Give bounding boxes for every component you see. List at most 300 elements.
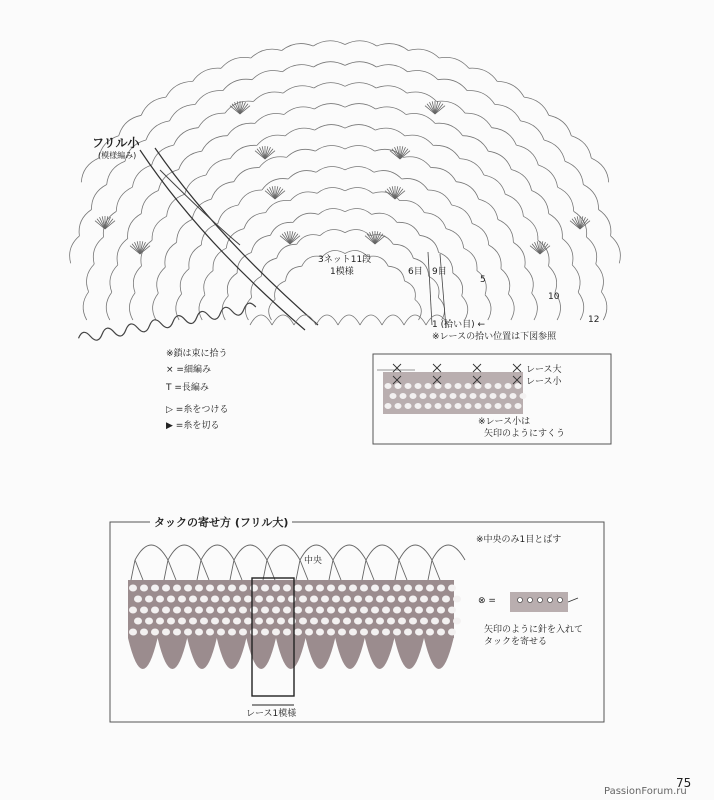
lace-hole [385, 403, 392, 409]
lace-hole [420, 618, 428, 625]
chain-loop [452, 205, 473, 224]
chain-loop [532, 191, 549, 214]
chain-loop [516, 145, 538, 165]
lace-hole [425, 383, 432, 389]
chain-loop [106, 292, 112, 320]
chain-loop [244, 213, 266, 229]
scallop [404, 315, 426, 325]
lace-hole [437, 585, 445, 592]
chain-loop [524, 97, 549, 115]
lace-hole [349, 629, 357, 636]
lace-hole [162, 585, 170, 592]
chain-loop [446, 229, 464, 249]
lace-hole [294, 629, 302, 636]
chain-loop [345, 146, 375, 152]
chain-loop [315, 125, 345, 131]
tie-line [263, 560, 267, 580]
lace-hole [510, 393, 517, 399]
lace-hole [266, 596, 274, 603]
center-label-2: 1模様 [330, 267, 354, 277]
chain-loop [285, 128, 315, 136]
lace-hole [404, 607, 412, 614]
tie-line [399, 560, 407, 580]
lace-hole [145, 618, 153, 625]
dc-label: =長編み [174, 383, 209, 393]
lace-hole [465, 403, 472, 409]
lace-small-label: レース小 [526, 377, 562, 387]
chain-loop [405, 135, 433, 145]
lace-hole [151, 629, 159, 636]
chain-loop [549, 214, 563, 239]
lace-hole [420, 393, 427, 399]
lace-hole [129, 629, 137, 636]
chain-loop [374, 171, 402, 179]
lace-hole [167, 618, 175, 625]
tie-line [135, 560, 143, 580]
lace-hole [515, 403, 522, 409]
chain-loop [284, 107, 314, 115]
chain-loop [287, 149, 316, 157]
chain-loop [376, 86, 407, 93]
chain-loop [407, 92, 437, 102]
chain-loop [91, 185, 106, 210]
lace-hole [360, 607, 368, 614]
chain-loop [372, 213, 397, 222]
lace-scallop [424, 638, 454, 669]
lace-hole [283, 629, 291, 636]
lace-hole [460, 393, 467, 399]
lace-hole [178, 596, 186, 603]
lace-position-note: ※レースの拾い位置は下図参照 [432, 332, 557, 342]
chain-loop [488, 151, 511, 169]
ruffle-squiggle [78, 302, 257, 343]
chain-loop [345, 167, 374, 173]
legend-note: ※鎖は束に拾う [166, 349, 228, 359]
lace-hole [156, 618, 164, 625]
chain-loop [562, 239, 573, 265]
symbol-equals: ⊗ = [478, 596, 496, 606]
chain-loop [318, 208, 345, 214]
lace-hole [134, 596, 142, 603]
lace-hole [387, 596, 395, 603]
row-12-label: 12 [588, 315, 600, 325]
chain-loop [119, 115, 142, 135]
lace-hole [485, 403, 492, 409]
chain-loop [498, 220, 514, 243]
lace-hole [239, 629, 247, 636]
lace-hole [266, 618, 274, 625]
tuck-point [518, 598, 523, 603]
chain-loop [282, 44, 314, 51]
lace-hole [393, 585, 401, 592]
tie-line [362, 560, 366, 580]
lace-hole [338, 607, 346, 614]
chain-loop [438, 79, 467, 90]
chain-loop [345, 41, 377, 46]
chain-loop [288, 171, 316, 179]
chain-loop [83, 292, 88, 320]
chain-loop [571, 136, 591, 158]
chain-loop [388, 266, 404, 281]
chain-loop [456, 182, 479, 199]
chain-loop [266, 200, 291, 212]
lace-scallop [306, 638, 336, 669]
lace-hole [455, 383, 462, 389]
lace-hole [294, 607, 302, 614]
center-label-1: 3ネット11段 [318, 255, 372, 265]
lace-hole [440, 393, 447, 399]
chain-loop [253, 92, 283, 102]
lace-hole [442, 596, 450, 603]
lace-hole [184, 629, 192, 636]
lace-hole [222, 618, 230, 625]
lace-hole [321, 596, 329, 603]
lace-hole [430, 393, 437, 399]
chain-loop [345, 62, 377, 67]
lace-hole [316, 585, 324, 592]
chain-loop [152, 216, 167, 240]
lace-hole [437, 607, 445, 614]
lace-hole [184, 585, 192, 592]
chain-loop [549, 115, 572, 135]
chain-loop [465, 113, 492, 128]
chain-loop [313, 41, 345, 46]
legend-cut [166, 418, 219, 431]
inset-note-2: 矢印のようにすくう [484, 429, 566, 439]
lace-hole [415, 629, 423, 636]
chain-loop [133, 266, 141, 293]
chain-loop [472, 224, 489, 246]
lace-hole [255, 618, 263, 625]
legend-dc [166, 380, 209, 393]
chain-loop [290, 192, 317, 201]
chain-loop [87, 264, 95, 292]
lace-hole [140, 629, 148, 636]
lace-hole [343, 618, 351, 625]
chain-loop [393, 244, 413, 258]
lace-scallop [128, 638, 158, 669]
lace-hole [400, 393, 407, 399]
lace-hole [288, 618, 296, 625]
chain-loop [180, 269, 189, 294]
chain-loop [497, 81, 524, 97]
lace-hole [376, 618, 384, 625]
chain-loop [174, 128, 199, 145]
lace-hole [250, 607, 258, 614]
chain-loop [424, 213, 446, 229]
chain-loop [345, 104, 376, 109]
chain-loop [297, 235, 320, 245]
chain-loop [460, 159, 484, 175]
lace-hole [145, 596, 153, 603]
chain-loop [572, 265, 580, 292]
lace-hole [173, 629, 181, 636]
chain-loop [511, 170, 531, 191]
tie-line [201, 560, 209, 580]
lace-hole [338, 629, 346, 636]
needle-note-1: 矢印のように針を入れて [484, 625, 584, 635]
lace-hole [415, 403, 422, 409]
lace-hole [371, 585, 379, 592]
lace-hole [415, 585, 423, 592]
lace-hole [360, 585, 368, 592]
tie-line [428, 560, 432, 580]
chain-loop [251, 276, 261, 297]
lace-hole [294, 585, 302, 592]
lace-hole [327, 585, 335, 592]
chain-loop [157, 267, 166, 293]
lace-hole [360, 629, 368, 636]
lace-hole [332, 618, 340, 625]
chain-loop [492, 128, 517, 145]
chain-loop [227, 123, 255, 136]
chain-loop [146, 121, 170, 140]
chain-loop [251, 235, 270, 252]
chain-loop [166, 81, 193, 97]
lace-hole [505, 383, 512, 389]
lace-hole [261, 607, 269, 614]
tie-line [329, 560, 333, 580]
lace-hole [349, 607, 357, 614]
chain-loop [435, 123, 463, 136]
lace-hole [173, 585, 181, 592]
chain-loop [489, 245, 501, 269]
lace-hole [453, 596, 461, 603]
chain-loop [117, 239, 128, 265]
lace-hole [404, 585, 412, 592]
lace-hole [283, 585, 291, 592]
row-6-label: 6目 [408, 267, 423, 277]
chain-loop [223, 79, 252, 90]
chain-loop [433, 145, 460, 158]
chain-loop [464, 248, 477, 270]
lace-hole [505, 403, 512, 409]
lace-hole [448, 629, 456, 636]
lace-hole [217, 629, 225, 636]
chain-loop [261, 258, 276, 276]
lace-hole [387, 618, 395, 625]
lace-hole [500, 393, 507, 399]
chain-arch [399, 545, 432, 560]
lace-hole [250, 629, 258, 636]
lace-hole [382, 585, 390, 592]
lace-hole [409, 618, 417, 625]
lace-hole [431, 618, 439, 625]
lace-hole [354, 618, 362, 625]
chain-loop [508, 294, 514, 320]
lace-hole [261, 629, 269, 636]
chain-loop [565, 161, 583, 184]
lace-hole [233, 596, 241, 603]
scallop [338, 315, 360, 325]
lace-hole [490, 393, 497, 399]
chain-loop [405, 281, 416, 300]
chain-loop [431, 168, 456, 182]
lace-hole [393, 607, 401, 614]
chain-loop [408, 71, 438, 80]
legend-sc [166, 362, 211, 375]
lace-hole [250, 585, 258, 592]
chain-loop [316, 167, 345, 173]
lace-scallop [246, 638, 276, 669]
lace-scallop [158, 638, 188, 669]
chain-loop [549, 266, 557, 293]
lace-hole [162, 629, 170, 636]
lace-hole [385, 383, 392, 389]
chain-loop [70, 236, 80, 263]
lace-hole [354, 596, 362, 603]
chain-loop [469, 68, 497, 81]
frill-small-subtitle: (模様編み) [98, 151, 137, 160]
chain-loop [189, 245, 201, 269]
lace-hole [415, 607, 423, 614]
lace-hole [437, 629, 445, 636]
lace-hole [431, 596, 439, 603]
lace-hole [151, 585, 159, 592]
chain-loop [377, 44, 409, 51]
chain-loop [406, 114, 435, 124]
lace-hole [405, 383, 412, 389]
lace-hole [395, 403, 402, 409]
tie-line [197, 560, 201, 580]
chain-loop [402, 179, 428, 190]
chain-loop [345, 208, 372, 214]
tie-line [131, 560, 135, 580]
sc-label: =細編み [176, 365, 211, 375]
lace-hole [495, 403, 502, 409]
join-label: =糸をつける [175, 405, 229, 415]
lace-hole [217, 607, 225, 614]
chain-loop [479, 199, 498, 219]
chain-loop [345, 83, 376, 88]
lace-hole [195, 629, 203, 636]
repeat-label: レース1模様 [246, 709, 297, 719]
chain-loop [211, 182, 234, 199]
chain-loop [129, 293, 135, 320]
chain-loop [204, 271, 213, 295]
lace-hole [261, 585, 269, 592]
chain-loop [238, 190, 262, 205]
lace-hole [228, 607, 236, 614]
chain-loop [314, 104, 345, 109]
lace-hole [272, 607, 280, 614]
tie-line [164, 560, 168, 580]
watermark: PassionForum.ru [604, 786, 687, 797]
lace-hole [305, 585, 313, 592]
chain-loop [428, 190, 452, 205]
lace-hole [277, 596, 285, 603]
scallop [360, 315, 382, 325]
start-note: 1 (拾い目) ← [432, 320, 486, 330]
chain-loop [532, 293, 538, 320]
tie-line [168, 560, 176, 580]
chain-loop [397, 222, 420, 235]
chain-arch [135, 545, 168, 560]
lace-hole [129, 607, 137, 614]
lace-hole [134, 618, 142, 625]
cut-label: =糸を切る [175, 421, 220, 431]
lace-hole [178, 618, 186, 625]
lace-scallop [276, 638, 306, 669]
chain-loop [116, 187, 132, 211]
cut-yarn-icon: ▶ [166, 421, 173, 431]
chain-loop [234, 168, 259, 182]
needle-note-2: タックを寄せる [484, 637, 548, 647]
lace-hole [365, 618, 373, 625]
lace-hole [450, 393, 457, 399]
lace-hole [398, 618, 406, 625]
scallop [272, 315, 294, 325]
lace-hole [140, 585, 148, 592]
lace-hole [404, 629, 412, 636]
chain-arch [366, 545, 399, 560]
chain-loop [195, 91, 223, 105]
chain-loop [170, 104, 196, 121]
lace-hole [244, 618, 252, 625]
lace-hole [453, 618, 461, 625]
chain-loop [525, 267, 534, 293]
lace-hole [376, 596, 384, 603]
chain-arch [168, 545, 201, 560]
chain-loop [230, 145, 257, 158]
tie-line [432, 560, 440, 580]
lace-hole [420, 596, 428, 603]
lace-hole [151, 607, 159, 614]
lace-hole [485, 383, 492, 389]
chain-loop [596, 264, 604, 292]
chain-loop [400, 200, 425, 212]
tie-line [395, 560, 399, 580]
lace-scallop [335, 638, 365, 669]
lace-hole [442, 618, 450, 625]
chain-loop [467, 91, 495, 105]
chain-loop [81, 158, 98, 182]
lace-scallop [394, 638, 424, 669]
skip-note: ※中央のみ1目とばす [476, 535, 562, 545]
chain-loop [453, 273, 463, 296]
lace-hole [228, 629, 236, 636]
row-5-label: 5 [480, 275, 486, 285]
lace-hole [129, 585, 137, 592]
lace-hole [327, 629, 335, 636]
chain-arch [234, 545, 267, 560]
chain-loop [544, 140, 565, 161]
lace-hole [206, 607, 214, 614]
chain-loop [179, 151, 202, 169]
lace-hole [239, 585, 247, 592]
lace-hole [206, 629, 214, 636]
chain-loop [293, 213, 318, 222]
chain-loop [408, 49, 439, 58]
chain-loop [578, 292, 584, 320]
tie-line [333, 560, 341, 580]
lace-scallop [187, 638, 217, 669]
lace-hole [173, 607, 181, 614]
lace-hole [283, 607, 291, 614]
frill-small-title: フリル小 [92, 136, 140, 150]
lace-hole [277, 618, 285, 625]
lace-hole [426, 607, 434, 614]
dc-symbol: T [166, 383, 172, 393]
lace-hole [426, 585, 434, 592]
chain-loop [141, 191, 158, 214]
sc-symbol: × [166, 365, 174, 375]
chain-loop [79, 210, 91, 236]
lace-hole [200, 618, 208, 625]
lace-hole [239, 607, 247, 614]
chain-loop [345, 187, 373, 193]
lace-hole [184, 607, 192, 614]
